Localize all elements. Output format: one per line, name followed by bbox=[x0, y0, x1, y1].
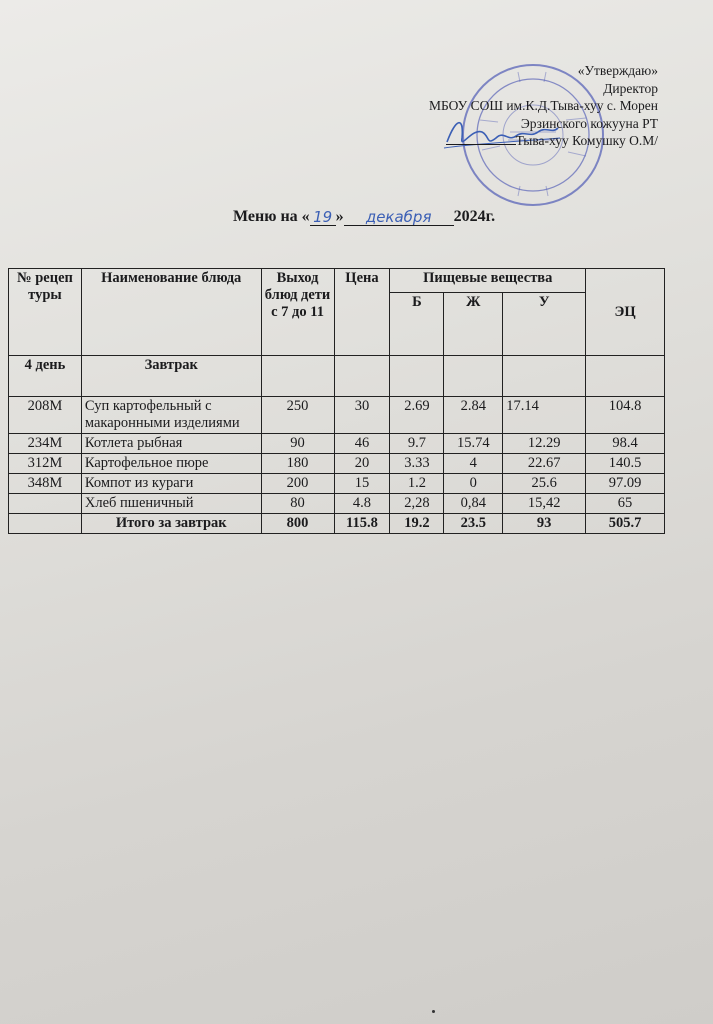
cell-b: 2.69 bbox=[390, 397, 444, 434]
cell-yield: 250 bbox=[261, 397, 334, 434]
cell-zh: 4 bbox=[444, 454, 503, 474]
approval-line-5: Тыва-хуу Комушку О.М/ bbox=[429, 132, 658, 150]
cell-u: 17.14 bbox=[503, 397, 586, 434]
total-b: 19.2 bbox=[390, 514, 444, 534]
cell-ec: 97.09 bbox=[586, 474, 665, 494]
header-name: Наименование блюда bbox=[81, 269, 261, 356]
header-u: У bbox=[503, 293, 586, 356]
date-day: 19 bbox=[310, 208, 336, 226]
table-row bbox=[9, 454, 665, 474]
header-yield: Выход блюд дети с 7 до 11 bbox=[261, 269, 334, 356]
cell-b: 1.2 bbox=[390, 474, 444, 494]
cell-u: 22.67 bbox=[503, 454, 586, 474]
header-nutrients: Пищевые вещества bbox=[390, 269, 586, 293]
section-row bbox=[9, 356, 665, 397]
header-row bbox=[9, 269, 665, 293]
cell-zh: 0 bbox=[444, 474, 503, 494]
section-day: 4 день bbox=[9, 356, 82, 397]
header-b: Б bbox=[390, 293, 444, 356]
cell-yield: 80 bbox=[261, 494, 334, 514]
cell-zh: 15.74 bbox=[444, 434, 503, 454]
cell-price: 15 bbox=[334, 474, 390, 494]
cell-u: 12.29 bbox=[503, 434, 586, 454]
cell-name: Котлета рыбная bbox=[81, 434, 261, 454]
cell-name: Хлеб пшеничный bbox=[81, 494, 261, 514]
total-yield: 800 bbox=[261, 514, 334, 534]
approval-block bbox=[429, 62, 658, 150]
date-month: декабря bbox=[344, 208, 454, 226]
cell-recipe: 208М bbox=[9, 397, 82, 434]
header-recipe: № рецеп туры bbox=[9, 269, 82, 356]
table-row bbox=[9, 397, 665, 434]
cell-b: 3.33 bbox=[390, 454, 444, 474]
paper-speck bbox=[432, 1010, 435, 1013]
cell-b: 2,28 bbox=[390, 494, 444, 514]
cell-recipe: 234М bbox=[9, 434, 82, 454]
cell-ec: 104.8 bbox=[586, 397, 665, 434]
cell-recipe: 348М bbox=[9, 474, 82, 494]
total-label: Итого за завтрак bbox=[81, 514, 261, 534]
cell-yield: 200 bbox=[261, 474, 334, 494]
cell-price: 30 bbox=[334, 397, 390, 434]
cell-u: 15,42 bbox=[503, 494, 586, 514]
cell-price: 20 bbox=[334, 454, 390, 474]
cell-u: 25.6 bbox=[503, 474, 586, 494]
approval-line-3: МБОУ СОШ им.К.Д.Тыва-хуу с. Морен bbox=[428, 98, 658, 113]
approval-line-1: «Утверждаю» bbox=[577, 63, 658, 78]
total-price: 115.8 bbox=[334, 514, 390, 534]
table-row bbox=[9, 494, 665, 514]
cell-recipe bbox=[9, 494, 82, 514]
cell-ec: 65 bbox=[586, 494, 665, 514]
section-meal: Завтрак bbox=[81, 356, 261, 397]
total-u: 93 bbox=[503, 514, 586, 534]
cell-yield: 90 bbox=[261, 434, 334, 454]
cell-name: Компот из кураги bbox=[81, 474, 261, 494]
cell-name: Суп картофельный с макаронными изделиями bbox=[81, 397, 261, 434]
header-ec: ЭЦ bbox=[586, 269, 665, 356]
cell-ec: 140.5 bbox=[586, 454, 665, 474]
cell-ec: 98.4 bbox=[586, 434, 665, 454]
cell-zh: 2.84 bbox=[444, 397, 503, 434]
menu-title: Меню на « 19 » декабря 2024г. bbox=[233, 208, 496, 226]
cell-zh: 0,84 bbox=[444, 494, 503, 514]
total-ec: 505.7 bbox=[586, 514, 665, 534]
cell-b: 9.7 bbox=[390, 434, 444, 454]
cell-price: 46 bbox=[334, 434, 390, 454]
cell-recipe: 312М bbox=[9, 454, 82, 474]
table-row bbox=[9, 474, 665, 494]
total-zh: 23.5 bbox=[444, 514, 503, 534]
header-price: Цена bbox=[334, 269, 390, 356]
header-zh: Ж bbox=[444, 293, 503, 356]
cell-yield: 180 bbox=[261, 454, 334, 474]
approval-line-4: Эрзинского кожууна РТ bbox=[520, 115, 658, 131]
table-row bbox=[9, 434, 665, 454]
approval-line-2: Директор bbox=[603, 80, 658, 96]
cell-price: 4.8 bbox=[334, 494, 390, 514]
cell-name: Картофельное пюре bbox=[81, 454, 261, 474]
total-row bbox=[9, 514, 665, 534]
menu-table bbox=[8, 268, 665, 534]
